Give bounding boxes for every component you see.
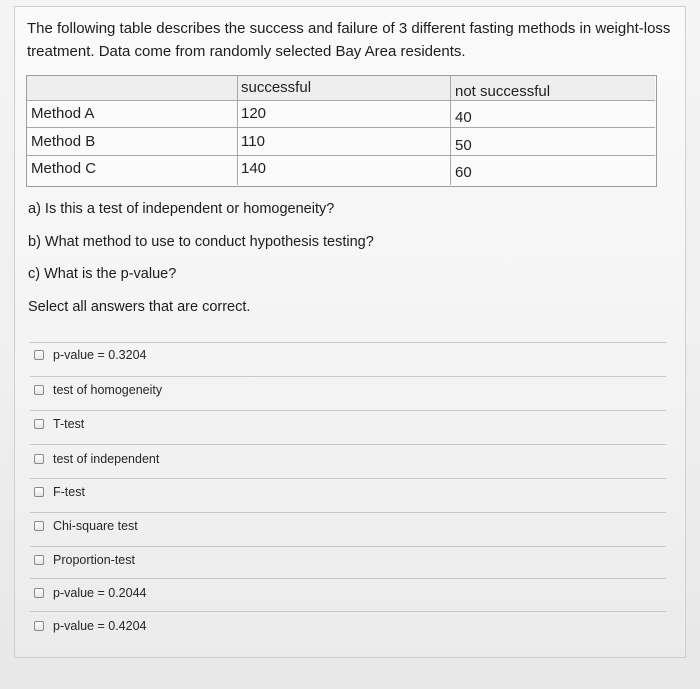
option-label: p-value = 0.4204: [53, 619, 147, 633]
option-pvalue-0-2044[interactable]: [34, 584, 146, 602]
intro-line-1: The following table describes the success and failure of 3 different fasting methods in weight-loss: [27, 20, 671, 37]
option-checkbox[interactable]: [34, 521, 44, 531]
row-b-successful: 110: [241, 133, 265, 150]
header-successful: successful: [241, 79, 312, 96]
option-test-of-homogeneity[interactable]: [34, 381, 162, 399]
question-b: b) What method to use to conduct hypothesis testing?: [28, 234, 374, 250]
option-divider: [30, 342, 666, 343]
option-proportion-test[interactable]: [34, 551, 135, 569]
option-divider: [30, 376, 666, 377]
option-f-test[interactable]: [34, 483, 85, 501]
option-label: test of homogeneity: [53, 383, 163, 397]
option-label: Chi-square test: [53, 519, 138, 533]
option-label: Proportion-test: [53, 553, 135, 567]
data-table: [26, 75, 657, 187]
option-divider: [30, 410, 666, 411]
row-method-c: Method C: [31, 160, 97, 177]
option-label: p-value = 0.2044: [53, 586, 147, 600]
header-not-successful: not successful: [455, 83, 551, 100]
option-checkbox[interactable]: [34, 621, 44, 631]
option-pvalue-0-4204[interactable]: [34, 617, 146, 635]
option-divider: [30, 611, 666, 612]
option-checkbox[interactable]: [34, 350, 44, 360]
option-divider: [30, 512, 666, 513]
row-c-successful: 140: [241, 160, 267, 177]
option-label: T-test: [53, 417, 85, 431]
option-checkbox[interactable]: [34, 555, 44, 565]
table-col-rule-1: [237, 76, 238, 185]
row-a-not-successful: 40: [455, 109, 472, 126]
option-divider: [30, 478, 666, 479]
option-checkbox[interactable]: [34, 588, 44, 598]
option-label: test of independent: [53, 452, 160, 466]
header-blank-cell: [27, 76, 237, 100]
option-checkbox[interactable]: [34, 454, 44, 464]
option-test-of-independent[interactable]: [34, 450, 159, 468]
option-checkbox[interactable]: [34, 487, 44, 497]
option-chi-square-test[interactable]: [34, 517, 138, 535]
row-method-a: Method A: [31, 105, 95, 122]
table-rule-2: [27, 127, 655, 128]
option-pvalue-0-3204[interactable]: [34, 346, 146, 364]
option-checkbox[interactable]: [34, 419, 44, 429]
table-col-rule-2: [450, 76, 451, 185]
row-c-not-successful: 60: [455, 164, 472, 181]
intro-text: [27, 17, 677, 63]
instruction-text: Select all answers that are correct.: [28, 299, 251, 315]
question-c: c) What is the p-value?: [28, 266, 177, 282]
option-divider: [30, 444, 666, 445]
option-label: F-test: [53, 485, 85, 499]
option-label: p-value = 0.3204: [53, 348, 147, 362]
row-b-not-successful: 50: [455, 137, 472, 154]
intro-line-2: treatment. Data come from randomly selected Bay Area residents.: [27, 43, 466, 60]
option-checkbox[interactable]: [34, 385, 44, 395]
row-method-b: Method B: [31, 133, 96, 150]
option-t-test[interactable]: [34, 415, 84, 433]
option-divider: [30, 578, 666, 579]
table-rule-3: [27, 155, 655, 156]
option-divider: [30, 546, 666, 547]
table-rule-1: [27, 100, 655, 101]
question-a: a) Is this a test of independent or homogeneity?: [28, 201, 335, 217]
row-a-successful: 120: [241, 105, 267, 122]
